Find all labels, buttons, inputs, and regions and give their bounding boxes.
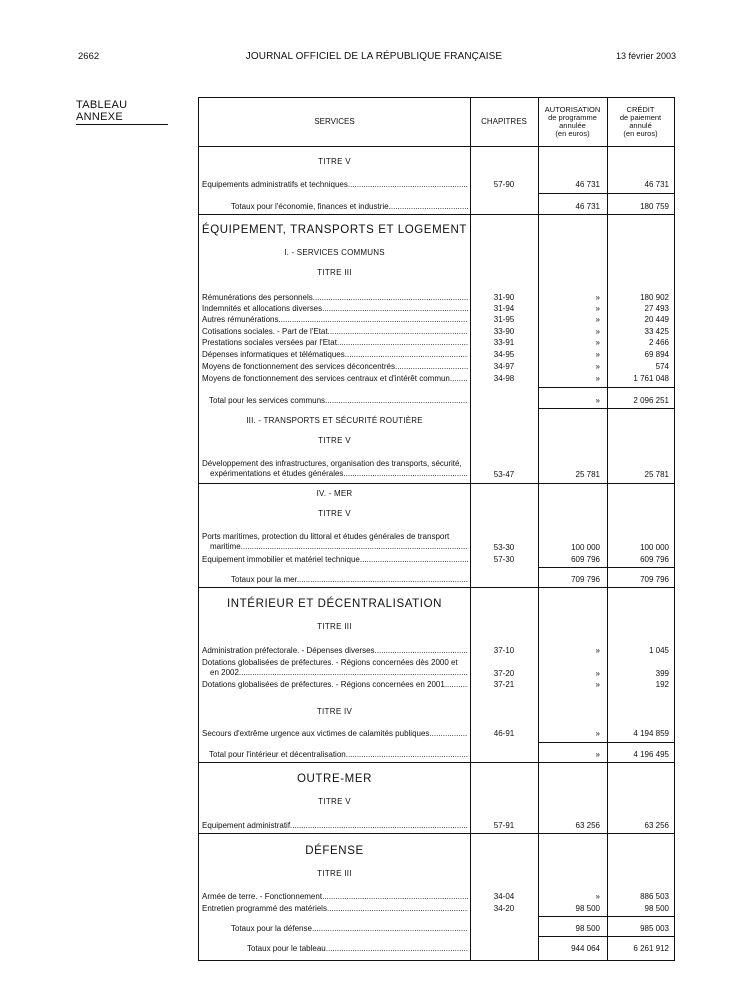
table-header: [199, 98, 674, 147]
table-row: Dotations globalisées de préfectures. - Régions concernées dès 2000 et en 2002 ..... 37-20 » 399: [199, 658, 674, 680]
column-header-credit: CRÉDIT de paiement annulé (en euros): [619, 105, 662, 138]
column-header-chapitres: CHAPITRES: [481, 117, 527, 126]
column-header-autorisation: AUTORISATION de programme annulée (en euros): [544, 105, 601, 138]
page-number: 2662: [78, 51, 100, 62]
table-row: Développement des infrastructures, organisation des transports, sécurité, expérimentations et études générales ..... 53-47 25 781 25 781: [199, 459, 674, 481]
publication-date: 13 février 2003: [615, 51, 676, 61]
annex-table: SERVICES CHAPITRES AUTORISATION de programme annulée (en euros) CRÉDIT de paiement annulé (en euros) TITRE V Equipements administratifs et techniques ..... 57-90 46 731 46 731 Totaux pour l'économie, finances et industrie ..... 46 731 180 759 ÉQUIPEMENT, TRANSPORTS ET LOGEMENT I. - SERVICES COMMUNS TITRE III Rémunérations des personnels ..... 31-90 » 180 902 Indemnités et allocations diverses ..... 31-94 » 27 493 Autres rémunérations ..... 31-95 » 20 449 Cotisations sociales. - Part de l'Etat ..... 33-90 » 33 425 Prestations sociales versées par l'Etat ..... 33-91 » 2 466 Dépenses informatiques et télématiques ..... 34-95 » 69 894 Moyens de fonctionnement des services déconcentrés ..... 34-97 » 574 Moyens de fonctionnement des services centraux et d'intérêt commun ..... 34-98 » 1 761 048 Total pour les services communs ..... » 2 096 251 III. - TRANSPORTS ET SÉCURITÉ ROUTIÈRE TITRE V Développement des infrastructures, organisation des transports, sécurité, expérimentations et études générales ..... 53-47 25 781 25 781 IV. - MER TITRE V Ports maritimes, protection du littoral et études générales de transport maritime ..... 53-30 100 000 100 000 Equipement immobilier et matériel technique ..... 57-30 609 796 609 796 Totaux pour la mer ..... 709 796 709 796 INTÉRIEUR ET DÉCENTRALISATION TITRE III Administration préfectorale. - Dépenses diverses ..... 37-10 » 1 045 Dotations globalisées de préfectures. - Régions concernées dès 2000 et en 2002 ..... 37-20 » 399 Dotations globalisées de préfectures. - Régions concernées en 2001 ..... 37-21 » 192 TITRE IV Secours d'extrême urgence aux victimes de calamités publiques ..... 46-91 » 4 194 859 Total pour l'intérieur et décentralisation ..... » 4 196 495 OUTRE-MER TITRE V Equipement administratif ..... 57-91 63 256 63 256 DÉFENSE TITRE III Armée de terre. - Fonctionnement ..... 34-04 » 886 503 Entretien programmé des matériels ..... 34-20 98 500 98 500 Totaux pour la défense ..... 98 500 985 003 Totaux pour le tableau ..... 944 064 6 261 912: [198, 97, 675, 961]
journal-title: JOURNAL OFFICIEL DE LA RÉPUBLIQUE FRANÇAISE: [245, 51, 503, 62]
annex-label: TABLEAU ANNEXE: [76, 99, 168, 125]
table-row: Ports maritimes, protection du littoral et études générales de transport maritime ..... 53-30 100 000 100 000: [199, 532, 674, 554]
column-header-services: SERVICES: [314, 117, 355, 126]
